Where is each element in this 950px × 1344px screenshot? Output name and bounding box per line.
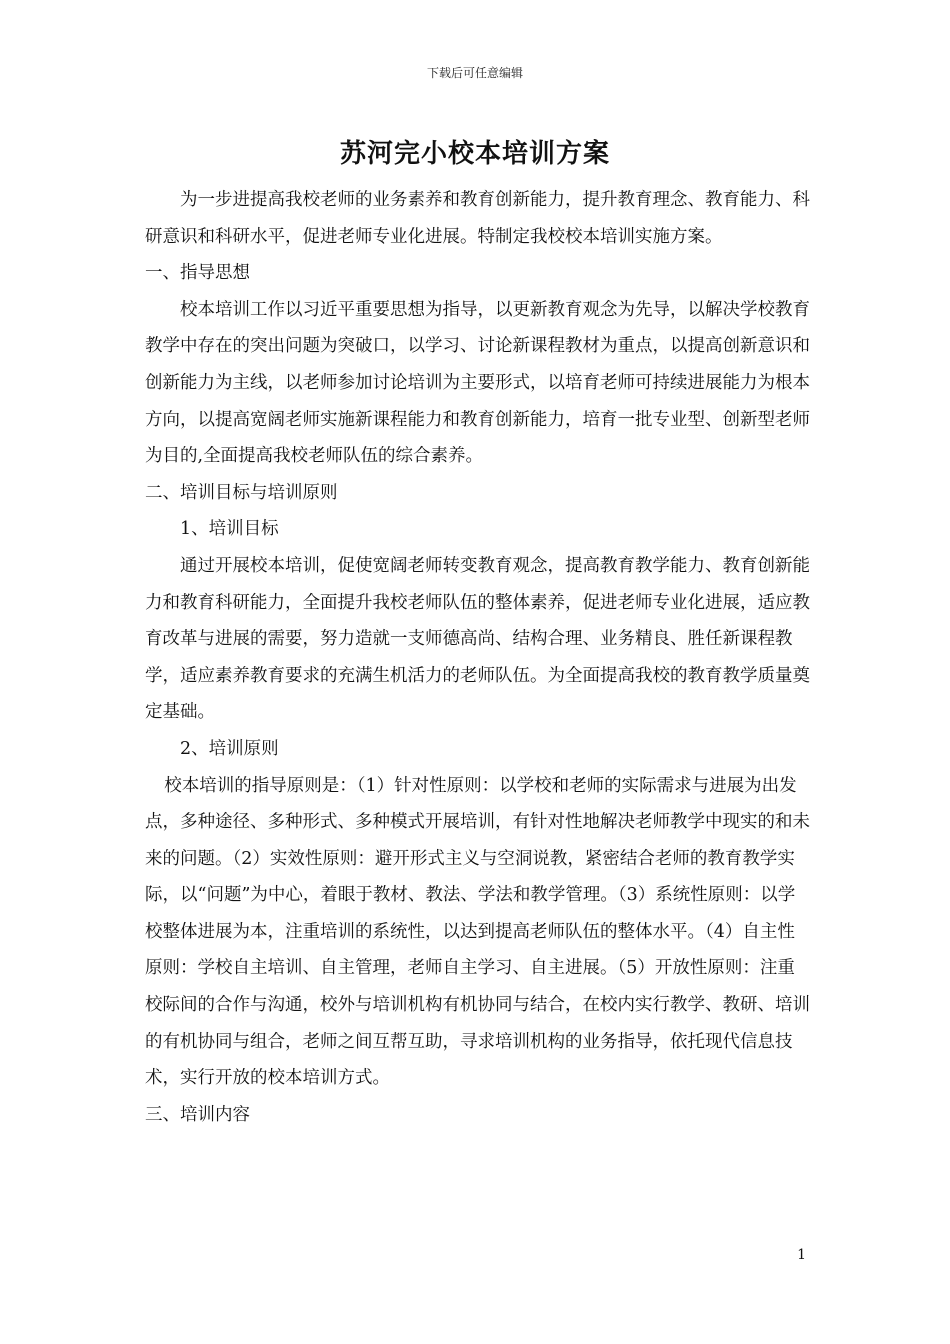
- subheading-training-goals: 1、培训目标: [180, 519, 279, 540]
- training-principles-paragraph: 校本培训的指导原则是：（1）针对性原则：以学校和老师的实际需求与进展为出发点，多种途径、多种形式、多种模式开展培训，有针对性地解决老师教学中现实的和未来的问题。（2）实效性原则：避开形式主义与空洞说教，紧密结合老师的教育教学实际，以“问题”为中心，着眼于教材、教法、学法和教学管理。（3）系统性原则：以学校整体进展为本，注重培训的系统性，以达到提高老师队伍的整体水平。（4）自主性原则：学校自主培训、自主管理，老师自主学习、自主进展。（5）开放性原则：注重校际间的合作与沟通，校外与培训机构有机协同与结合，在校内实行教学、教研、培训的有机协同与组合，老师之间互帮互助，寻求培训机构的业务指导，依托现代信息技术，实行开放的校本培训方式。: [145, 775, 810, 1089]
- section-heading-guiding-thought: 一、指导思想: [145, 263, 250, 284]
- section-heading-training-content: 三、培训内容: [145, 1104, 250, 1125]
- document-title: 苏河完小校本培训方案: [339, 139, 610, 169]
- document-body: [145, 182, 810, 1133]
- guiding-thought-paragraph: 校本培训工作以习近平重要思想为指导，以更新教育观念为先导，以解决学校教育教学中存在的突出问题为突破口，以学习、讨论新课程教材为重点，以提高创新意识和创新能力为主线，以老师参加讨论培训为主要形式，以培育老师可持续进展能力为根本方向，以提高宽阔老师实施新课程能力和教育创新能力，培育一批专业型、创新型老师为目的,全面提高我校老师队伍的综合素养。: [145, 299, 810, 467]
- intro-paragraph: 为一步进提高我校老师的业务素养和教育创新能力，提升教育理念、教育能力、科研意识和科研水平，促进老师专业化进展。特制定我校校本培训实施方案。: [145, 190, 810, 247]
- subheading-training-principles: 2、培训原则: [180, 738, 279, 759]
- page-header-note: 下载后可任意编辑: [426, 66, 523, 80]
- page-number: 1: [797, 1247, 806, 1263]
- section-heading-goals-principles: 二、培训目标与培训原则: [145, 482, 338, 503]
- training-goals-paragraph: 通过开展校本培训，促使宽阔老师转变教育观念，提高教育教学能力、教育创新能力和教育科研能力，全面提升我校老师队伍的整体素养，促进老师专业化进展，适应教育改革与进展的需要，努力造就一支师德高尚、结构合理、业务精良、胜任新课程教学，适应素养教育要求的充满生机活力的老师队伍。为全面提高我校的教育教学质量奠定基础。: [145, 555, 810, 723]
